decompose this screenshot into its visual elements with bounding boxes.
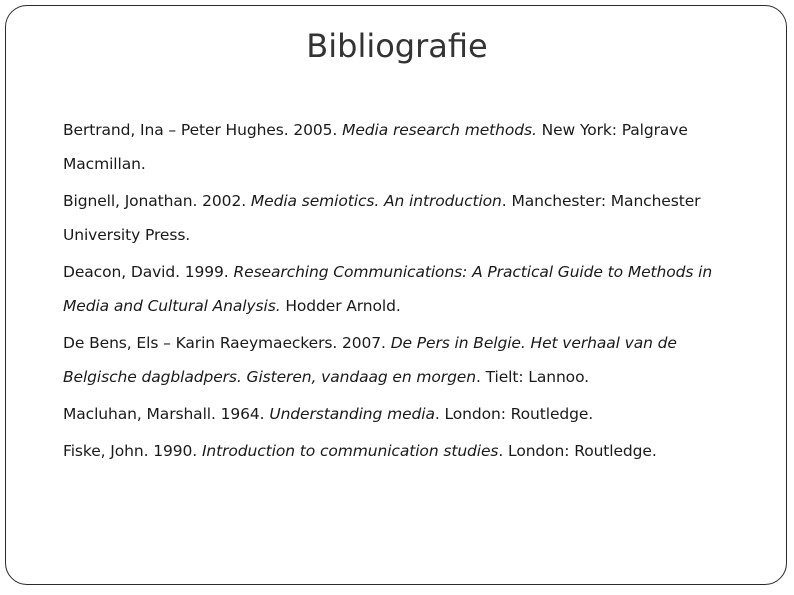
slide-title: Bibliografie: [306, 27, 488, 65]
bibliography-entry: [63, 113, 743, 181]
entry-publisher: New York: Palgrave Macmillan.: [63, 121, 688, 173]
bibliography-entry: [63, 255, 743, 323]
entry-work-title: Researching Communications: A Practical Guide to Methods in Media and Cultural Analysis.: [63, 263, 713, 315]
entry-publisher: . Tielt: Lannoo.: [475, 368, 590, 386]
entry-work-title: Media semiotics. An introduction: [250, 192, 502, 210]
entry-author: Bignell, Jonathan. 2002.: [63, 192, 247, 210]
entry-publisher: Hodder Arnold.: [285, 297, 401, 315]
bibliography-list: [63, 113, 743, 471]
bibliography-entry: [63, 326, 743, 394]
entry-work-title: Introduction to communication studies: [201, 442, 499, 460]
entry-work-title: De Pers in Belgie. Het verhaal van de Belgische dagbladpers. Gisteren, vandaag en morgen: [63, 334, 677, 386]
entry-author: Fiske, John. 1990.: [63, 442, 198, 460]
entry-publisher: . London: Routledge.: [434, 405, 594, 423]
entry-work-title: Understanding media: [269, 405, 435, 423]
bibliography-entry: [63, 184, 743, 252]
entry-work-title: Media research methods.: [342, 121, 537, 139]
bibliography-entry: [63, 434, 743, 468]
entry-publisher: . Manchester: Manchester University Press.: [63, 192, 701, 244]
bibliography-entry: [63, 397, 743, 431]
entry-publisher: . London: Routledge.: [498, 442, 657, 460]
entry-author: Macluhan, Marshall. 1964.: [63, 405, 265, 423]
entry-author: De Bens, Els – Karin Raeymaeckers. 2007.: [63, 334, 386, 352]
entry-author: Bertrand, Ina – Peter Hughes. 2005.: [63, 121, 338, 139]
entry-author: Deacon, David. 1999.: [63, 263, 229, 281]
